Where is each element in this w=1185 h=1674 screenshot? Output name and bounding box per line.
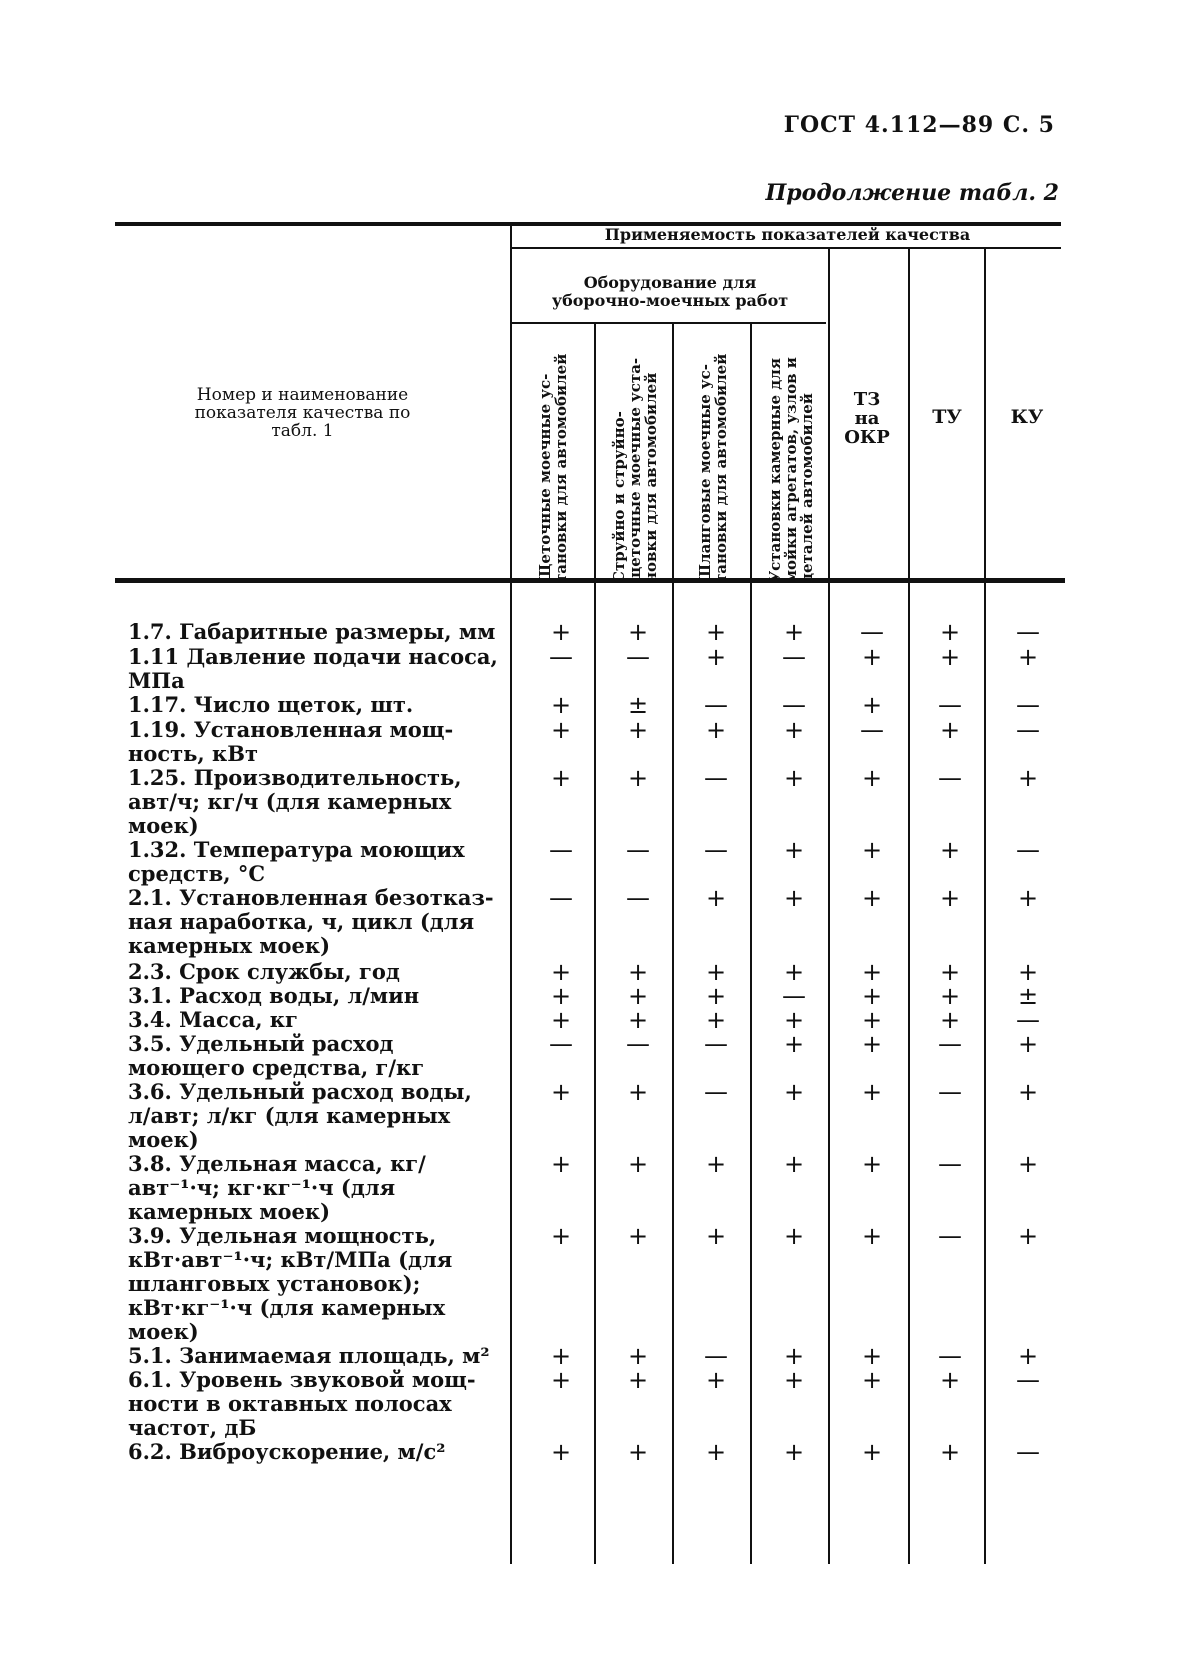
table-cell: + — [705, 958, 727, 986]
table-cell: — — [938, 1030, 962, 1058]
table-cell: + — [861, 884, 883, 912]
col-line-0 — [510, 224, 512, 1564]
table-cell: + — [939, 1006, 961, 1034]
col-header-brush: Щеточные моечные установки для автомобилей — [536, 353, 570, 583]
row-label: 3.9. Удельная мощность, кВт·авт⁻¹·ч; кВт/МПа (для шланговых установок); кВт·кг⁻¹·ч (для камерных моек) — [128, 1223, 453, 1344]
table-cell: + — [1017, 643, 1039, 671]
table-cell: — — [938, 1150, 962, 1178]
table-cell: + — [861, 691, 883, 719]
table-cell: + — [939, 643, 961, 671]
table-cell: + — [627, 1342, 649, 1370]
table-cell: + — [627, 1366, 649, 1394]
table-cell: — — [860, 716, 884, 744]
table-cell: + — [550, 691, 572, 719]
table-cell: + — [705, 1006, 727, 1034]
table-cell: — — [860, 618, 884, 646]
row-label: 1.11 Давление подачи насоса, МПа — [128, 644, 498, 693]
table-cell: — — [704, 1030, 728, 1058]
table-cell: + — [705, 1438, 727, 1466]
row-label: 1.7. Габаритные размеры, мм — [128, 619, 496, 644]
table-cell: + — [705, 1150, 727, 1178]
table-cell: + — [861, 643, 883, 671]
table-cell: + — [550, 1006, 572, 1034]
table-cell: + — [783, 1006, 805, 1034]
table-cell: — — [626, 836, 650, 864]
row-label: 1.17. Число щеток, шт. — [128, 692, 414, 717]
table-cell: + — [783, 716, 805, 744]
row-label: 1.19. Установленная мощность, кВт — [128, 717, 454, 766]
table-cell: + — [550, 1438, 572, 1466]
page-reference: ГОСТ 4.112—89 С. 5 — [783, 112, 1055, 138]
row-label: 2.3. Срок службы, год — [128, 959, 400, 984]
table-cell: + — [861, 1030, 883, 1058]
table-cell: + — [1017, 884, 1039, 912]
equipment-rule — [512, 322, 826, 324]
table-cell: + — [627, 1006, 649, 1034]
table-cell: + — [1017, 1150, 1039, 1178]
table-cell: + — [550, 1150, 572, 1178]
table-cell: + — [1017, 1078, 1039, 1106]
table-cell: — — [782, 643, 806, 671]
table-cell: + — [550, 716, 572, 744]
table-cell: + — [550, 958, 572, 986]
table-cell: + — [939, 982, 961, 1010]
table-cell: + — [705, 884, 727, 912]
table-cell: — — [704, 1342, 728, 1370]
table-cell: — — [938, 691, 962, 719]
table-cell: + — [783, 958, 805, 986]
table-cell: + — [783, 1078, 805, 1106]
table-cell: — — [549, 884, 573, 912]
table-cell: + — [861, 1366, 883, 1394]
table-cell: + — [1017, 1342, 1039, 1370]
table-cell: + — [627, 982, 649, 1010]
row-label: 3.4. Масса, кг — [128, 1007, 298, 1032]
table-cell: — — [549, 836, 573, 864]
table-cell: — — [549, 643, 573, 671]
table-cell: + — [783, 1366, 805, 1394]
row-label: 1.32. Температура моющих средств, °С — [128, 837, 465, 886]
table-cell: + — [939, 716, 961, 744]
table-continuation-label: Продолжение табл. 2 — [765, 180, 1059, 206]
row-label: 3.6. Удельный расход воды, л/авт; л/кг (для камерных моек) — [128, 1079, 472, 1152]
table-cell: — — [626, 884, 650, 912]
table-cell: — — [782, 691, 806, 719]
table-cell: + — [783, 1438, 805, 1466]
row-label: 6.1. Уровень звуковой мощности в октавных полосах частот, дБ — [128, 1367, 476, 1440]
table-cell: — — [1016, 1006, 1040, 1034]
table-cell: + — [550, 1222, 572, 1250]
table-cell: — — [704, 691, 728, 719]
table-cell: + — [550, 618, 572, 646]
table-cell: + — [783, 1030, 805, 1058]
table-cell: + — [861, 836, 883, 864]
applicability-rule — [512, 247, 1061, 249]
table-cell: + — [550, 1366, 572, 1394]
table-cell: — — [1016, 691, 1040, 719]
table-cell: + — [783, 1342, 805, 1370]
table-cell: + — [1017, 958, 1039, 986]
table-cell: + — [1017, 1222, 1039, 1250]
applicability-header: Применяемость показателей качества — [604, 225, 971, 244]
table-cell: + — [861, 1150, 883, 1178]
row-label: 3.1. Расход воды, л/мин — [128, 983, 420, 1008]
table-cell: + — [939, 836, 961, 864]
table-cell: + — [627, 958, 649, 986]
row-label: 1.25. Производительность, авт/ч; кг/ч (для камерных моек) — [128, 765, 462, 838]
table-cell: — — [704, 1078, 728, 1106]
col-header-tz: ТЗ на ОКР — [844, 389, 890, 448]
row-label: 3.5. Удельный расход моющего средства, г/кг — [128, 1031, 425, 1080]
table-cell: + — [627, 716, 649, 744]
table-cell: ± — [1017, 982, 1039, 1010]
table-cell: + — [627, 618, 649, 646]
table-cell: + — [861, 1438, 883, 1466]
table-cell: + — [1017, 764, 1039, 792]
equipment-header: Оборудование для уборочно-моечных работ — [551, 273, 789, 310]
table-cell: + — [861, 982, 883, 1010]
table-cell: + — [783, 1150, 805, 1178]
table-cell: — — [1016, 716, 1040, 744]
table-cell: + — [627, 1222, 649, 1250]
col-header-jet: Струйно и струйнощеточные моечные установки для автомобилей — [610, 357, 660, 583]
table-cell: + — [550, 1078, 572, 1106]
table-cell: — — [549, 1030, 573, 1058]
col-header-chamber: Установки камерные для мойки агрегатов, узлов и деталей автомобилей — [766, 357, 816, 583]
table-cell: + — [705, 982, 727, 1010]
table-cell: + — [550, 1342, 572, 1370]
row-label: 3.8. Удельная масса, кг/авт⁻¹·ч; кг·кг⁻¹·ч (для камерных моек) — [128, 1151, 426, 1224]
table-cell: + — [939, 1366, 961, 1394]
table-cell: — — [626, 1030, 650, 1058]
table-cell: + — [705, 716, 727, 744]
table-cell: — — [1016, 1366, 1040, 1394]
table-cell: + — [550, 982, 572, 1010]
table-cell: — — [938, 1222, 962, 1250]
table-cell: + — [861, 958, 883, 986]
table-cell: — — [1016, 836, 1040, 864]
col-header-hose: Шланговые моечные установки для автомобилей — [696, 353, 730, 583]
table-cell: — — [938, 764, 962, 792]
table-cell: — — [704, 764, 728, 792]
col-header-indicator: Номер и наименование показателя качества по табл. 1 — [194, 385, 411, 441]
col-header-ku: КУ — [1010, 406, 1044, 428]
table-cell: + — [939, 884, 961, 912]
table-cell: + — [627, 1150, 649, 1178]
table-cell: + — [783, 836, 805, 864]
table-cell: + — [1017, 1030, 1039, 1058]
row-label: 2.1. Установленная безотказная наработка, ч, цикл (для камерных моек) — [128, 885, 494, 958]
table-cell: + — [627, 1078, 649, 1106]
table-cell: + — [783, 1222, 805, 1250]
table-cell: + — [861, 1006, 883, 1034]
row-label: 5.1. Занимаемая площадь, м² — [128, 1343, 490, 1368]
table-cell: + — [861, 1342, 883, 1370]
table-cell: — — [1016, 618, 1040, 646]
table-cell: + — [939, 618, 961, 646]
table-cell: + — [705, 618, 727, 646]
table-cell: ± — [627, 691, 649, 719]
table-cell: — — [938, 1078, 962, 1106]
table-cell: + — [705, 643, 727, 671]
table-cell: + — [627, 1438, 649, 1466]
table-cell: + — [705, 1222, 727, 1250]
table-cell: + — [861, 1078, 883, 1106]
table-cell: + — [783, 764, 805, 792]
table-cell: — — [626, 643, 650, 671]
table-cell: + — [939, 958, 961, 986]
table-cell: + — [861, 764, 883, 792]
table-cell: — — [1016, 1438, 1040, 1466]
table-cell: + — [705, 1366, 727, 1394]
table-cell: — — [938, 1342, 962, 1370]
table-cell: + — [939, 1438, 961, 1466]
table-cell: + — [550, 764, 572, 792]
table-cell: + — [861, 1222, 883, 1250]
table-cell: — — [704, 836, 728, 864]
row-label: 6.2. Виброускорение, м/с² — [128, 1439, 446, 1464]
table-cell: + — [783, 884, 805, 912]
table-cell: — — [782, 982, 806, 1010]
table-cell: + — [627, 764, 649, 792]
col-header-tu: ТУ — [932, 406, 962, 428]
table-cell: + — [783, 618, 805, 646]
